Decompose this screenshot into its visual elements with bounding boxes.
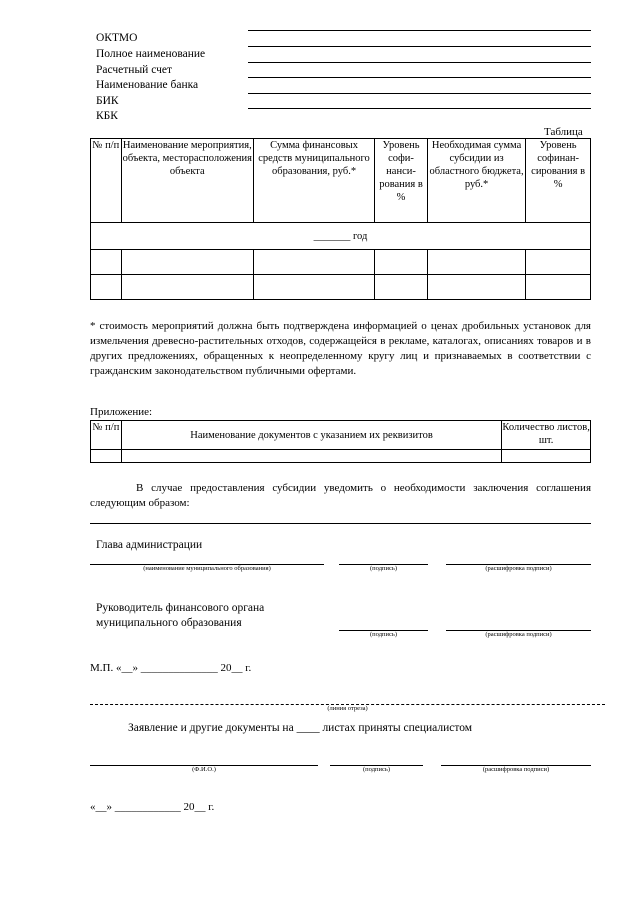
bank-label: Наименование банка [96,79,199,91]
kbk-label: КБК [96,110,118,122]
fin-head-sub-sign: (подпись) [370,631,397,638]
kbk-field [248,108,591,109]
receiver-sub-sign: (подпись) [363,766,390,773]
head-admin-sub-sign: (подпись) [370,565,397,572]
receiver-sub-decode: (расшифровка подписи) [482,766,550,773]
col-subsidy-sum: Необходимая сумма субсидии из областного бюджета, руб.* [427,139,525,223]
account-label: Расчетный счет [96,64,172,76]
table-row [91,275,591,300]
col-name: Наименование мероприятия, объекта, месторасположения объекта [121,139,253,223]
table-caption: Таблица [544,126,583,138]
table-row [91,250,591,275]
appendix-col-pages: Количество листов, шт. [502,421,591,450]
appendix-col-docs: Наименование документов с указанием их реквизитов [121,421,501,450]
table-row [91,450,591,463]
head-admin-sub-name: (наименование муниципального образования) [143,565,271,572]
cut-line-label: (линия отреза) [327,705,368,712]
appendix-col-number: № п/п [91,421,122,450]
bank-field [248,77,591,78]
appendix-title: Приложение: [90,406,153,418]
full-name-label: Полное наименование [96,48,206,60]
bik-label: БИК [96,95,119,107]
col-municipal-sum: Сумма финансовых средств муниципального образования, руб.* [253,139,374,223]
account-field [248,62,591,63]
notice-text: В случае предоставления субсидии уведомить о необходимости заключения соглашения следующим образом: [90,482,591,509]
date-line: «__» ____________ 20__ г. [90,801,215,813]
received-text: Заявление и другие документы на ____ листах приняты специалистом [128,722,473,734]
fin-head-sub-decode: (расшифровка подписи) [485,631,552,638]
fin-head-title-2: муниципального образования [96,617,242,629]
oktmo-field [248,30,591,31]
bik-field [248,93,591,94]
fin-head-title-1: Руководитель финансового органа [96,602,265,614]
col-number: № п/п [91,139,122,223]
footnote: * стоимость мероприятий должна быть подтверждена информацией о ценах дробильных установок для измельчения древесно-растительных отходов, содержащейся в рекламе, каталогах, описаниях товаров и в других предложениях, обращенных к неопределенному кругу лиц и признаваемых в соответствии с гражданским законодательством публичными офертами. [90,320,591,377]
year-row: _______ год [91,223,591,250]
head-admin-sub-decode: (расшифровка подписи) [485,565,552,572]
col-cofinance-level-1: Уровень софи-нанси-рования в % [375,139,428,223]
receiver-sub-fio: (Ф.И.О.) [192,766,216,773]
stamp-line: М.П. «__» ______________ 20__ г. [90,662,252,674]
head-admin-title: Глава администрации [96,539,203,551]
oktmo-label: ОКТМО [96,32,138,44]
appendix-table [90,420,591,463]
notice-line [90,523,591,524]
col-cofinance-level-2: Уровень софинан-сирования в % [526,139,591,223]
full-name-field [248,46,591,47]
subsidy-table [90,138,591,300]
